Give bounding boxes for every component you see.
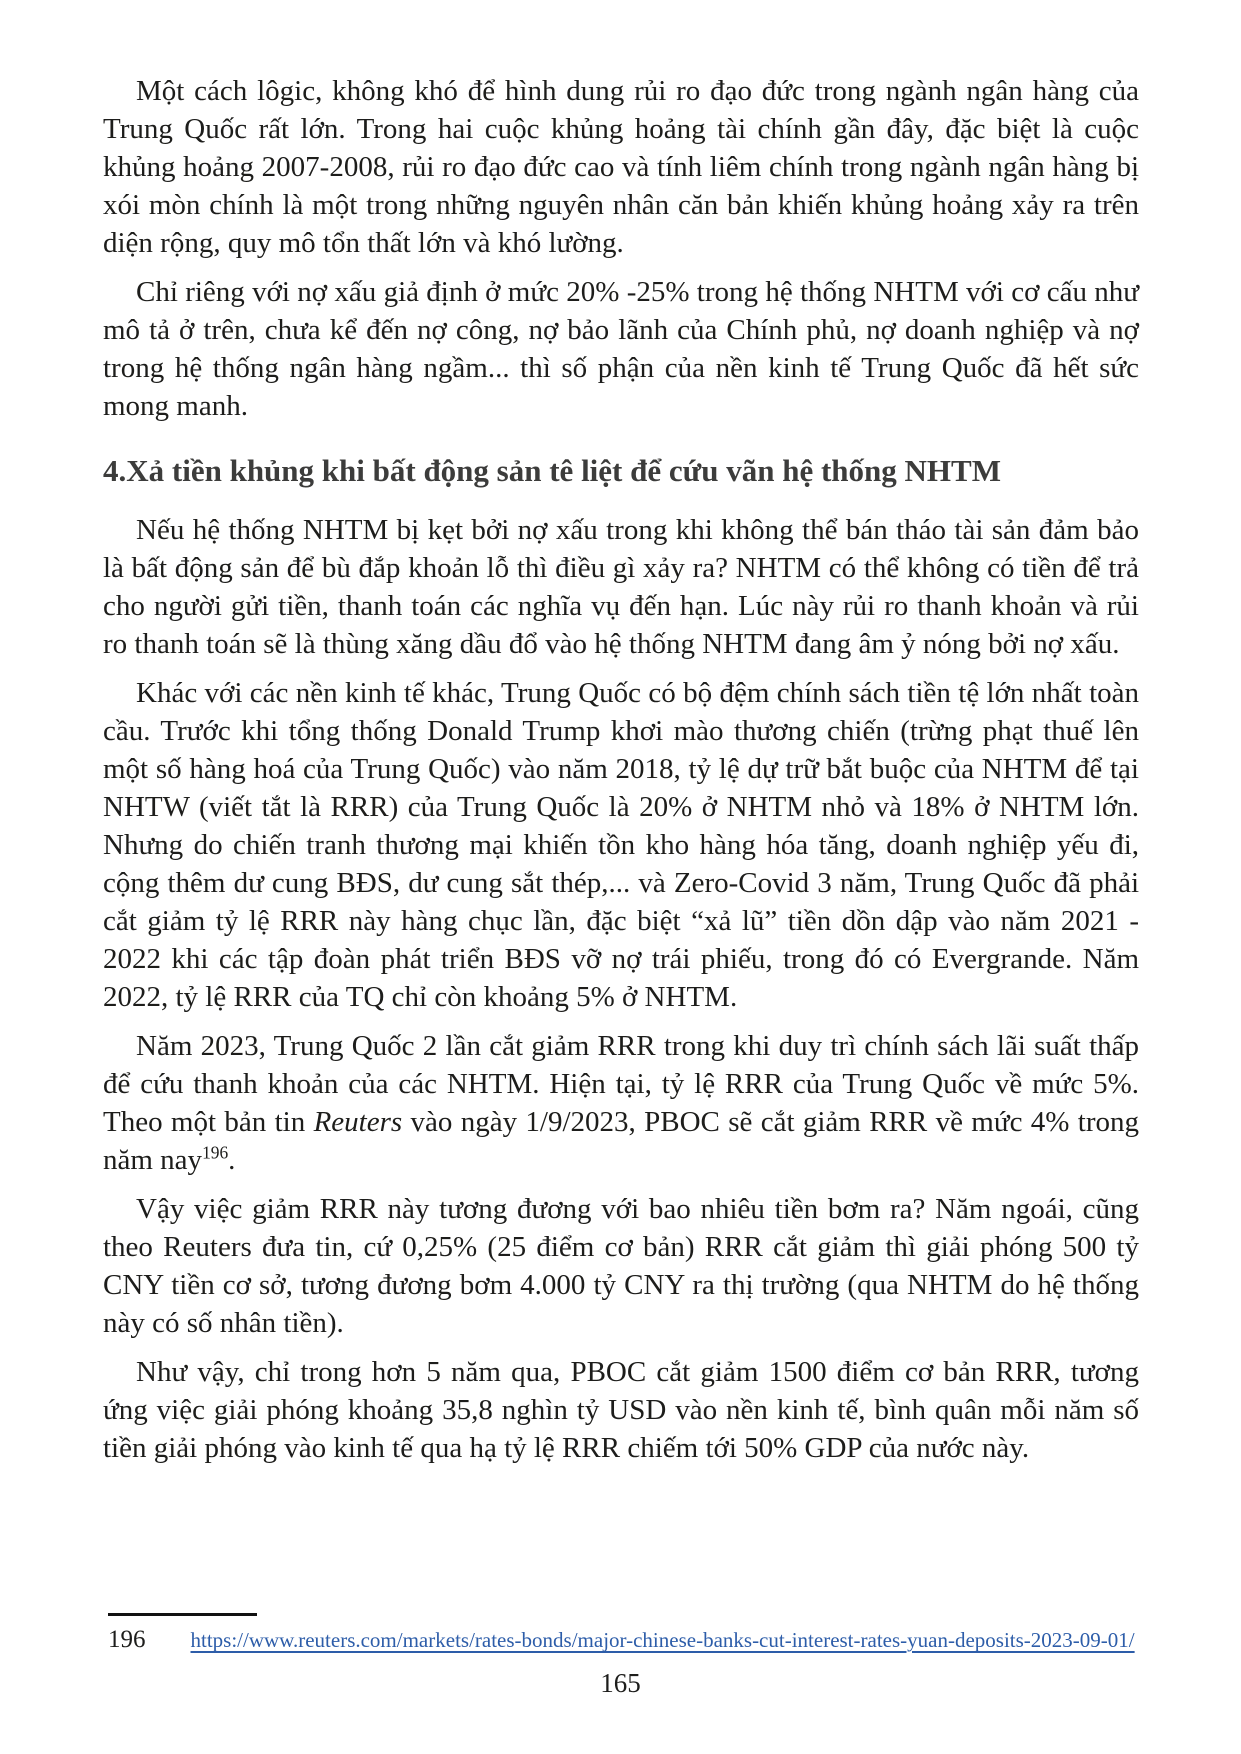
paragraph-moral-hazard: Một cách lôgic, không khó để hình dung rủi ro đạo đức trong ngành ngân hàng của Trung Quốc rất lớn. Trong hai cuộc khủng hoảng tài chính gần đây, đặc biệt là cuộc khủng hoảng 2007-2008, rủi ro đạo đức cao và tính liêm chính trong ngành ngân hàng bị xói mòn chính là một trong những nguyên nhân căn bản khiến khủng hoảng xảy ra trên diện rộng, quy mô tổn thất lớn và khó lường.: [103, 75, 1139, 259]
footnote-reference: 196: [202, 1142, 229, 1163]
footnote: [108, 1626, 1135, 1654]
text-segment: .: [228, 1144, 236, 1176]
paragraph-liquidity-risk: Nếu hệ thống NHTM bị kẹt bởi nợ xấu trong khi không thể bán tháo tài sản đảm bảo là bất động sản để bù đắp khoản lỗ thì điều gì xảy ra? NHTM có thể không có tiền để trả cho người gửi tiền, thanh toán các nghĩa vụ đến hạn. Lúc này rủi ro thanh khoản và rủi ro thanh toán sẽ là thùng xăng dầu đổ vào hệ thống NHTM đang âm ỷ nóng bởi nợ xấu.: [103, 514, 1139, 660]
italic-text-segment: Reuters: [313, 1106, 403, 1138]
page-number: 165: [600, 1668, 641, 1698]
paragraph-bad-debt-assumption: Chỉ riêng với nợ xấu giả định ở mức 20% -25% trong hệ thống NHTM với cơ cấu như mô tả ở trên, chưa kể đến nợ công, nợ bảo lãnh của Chính phủ, nợ doanh nghiệp và nợ trong hệ thống ngân hàng ngầm... thì số phận của nền kinh tế Trung Quốc đã hết sức mong manh.: [103, 276, 1139, 422]
footnote-number: 196: [108, 1626, 146, 1653]
section-heading: 4.Xả tiền khủng khi bất động sản tê liệt để cứu vãn hệ thống NHTM: [103, 453, 1001, 488]
page-content: [103, 72, 1139, 1478]
paragraph-rrr-policy-buffer: Khác với các nền kinh tế khác, Trung Quốc có bộ đệm chính sách tiền tệ lớn nhất toàn cầu. Trước khi tổng thống Donald Trump khơi mào thương chiến (trừng phạt thuế lên một số hàng hoá của Trung Quốc) vào năm 2018, tỷ lệ dự trữ bắt buộc của NHTM để tại NHTW (viết tắt là RRR) của Trung Quốc là 20% ở NHTM nhỏ và 18% ở NHTM lớn. Nhưng do chiến tranh thương mại khiến tồn kho hàng hóa tăng, doanh nghiệp yếu đi, cộng thêm dư cung BĐS, dư cung sắt thép,... và Zero-Covid 3 năm, Trung Quốc đã phải cắt giảm tỷ lệ RRR này hàng chục lần, đặc biệt “xả lũ” tiền dồn dập vào năm 2021 - 2022 khi các tập đoàn phát triển BĐS vỡ nợ trái phiếu, trong đó có Evergrande. Năm 2022, tỷ lệ RRR của TQ chỉ còn khoảng 5% ở NHTM.: [103, 677, 1139, 1013]
text-segment: Năm 2023, Trung Quốc 2 lần cắt giảm RRR trong khi duy trì chính sách lãi suất thấp để cứu thanh khoản của các NHTM. Hiện tại, tỷ lệ RRR của Trung Quốc về mức 5%. Theo một bản tin: [103, 1030, 1139, 1138]
paragraph-rrr-2023-with-footnote-ref: [103, 1027, 1139, 1179]
text-segment: vào ngày 1/9/2023, PBOC sẽ cắt giảm RRR về mức 4% trong năm nay: [103, 1106, 1139, 1176]
footnote-link[interactable]: https://www.reuters.com/markets/rates-bonds/major-chinese-banks-cut-interest-rates-yuan-deposits-2023-09-01/: [190, 1628, 1135, 1652]
paragraph-rrr-money-injection: Vậy việc giảm RRR này tương đương với bao nhiêu tiền bơm ra? Năm ngoái, cũng theo Reuters đưa tin, cứ 0,25% (25 điểm cơ bản) RRR cắt giảm thì giải phóng 500 tỷ CNY tiền cơ sở, tương đương bơm 4.000 tỷ CNY ra thị trường (qua NHTM do hệ thống này có số nhân tiền).: [103, 1193, 1139, 1339]
paragraph-pboc-five-years: Như vậy, chỉ trong hơn 5 năm qua, PBOC cắt giảm 1500 điểm cơ bản RRR, tương ứng việc giải phóng khoảng 35,8 nghìn tỷ USD vào nền kinh tế, bình quân mỗi năm số tiền giải phóng vào kinh tế qua hạ tỷ lệ RRR chiếm tới 50% GDP của nước này.: [103, 1356, 1139, 1464]
footnote-separator-rule: [108, 1613, 257, 1616]
